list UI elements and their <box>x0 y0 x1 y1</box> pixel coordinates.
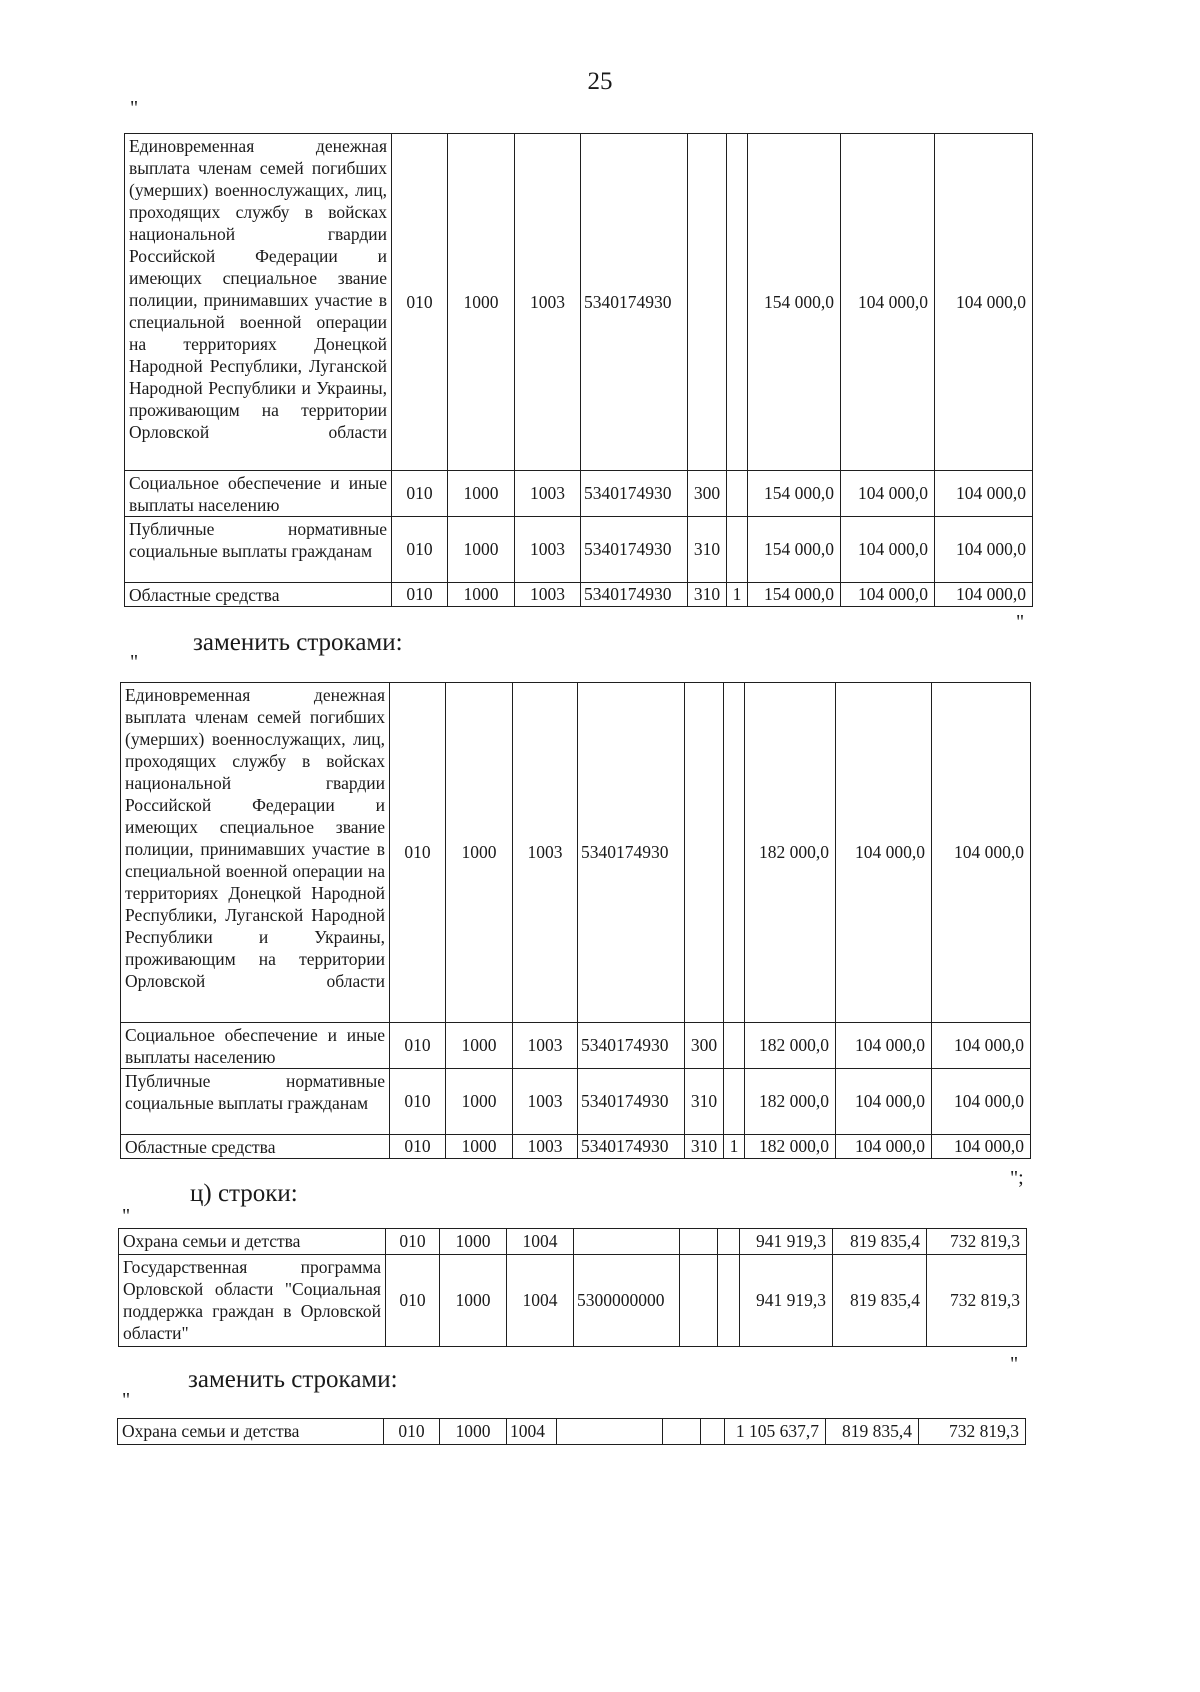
cell-target-article: 5340174930 <box>578 1135 685 1159</box>
cell-expense-type: 300 <box>688 471 727 517</box>
table-row <box>121 1023 1031 1069</box>
row-name: Публичные нормативные социальные выплаты гражданам <box>125 517 392 583</box>
page-number: 25 <box>587 68 613 95</box>
cell-razdel: 1000 <box>446 1069 513 1135</box>
cell-podrazdel: 1003 <box>515 471 581 517</box>
cell-podrazdel: 1004 <box>507 1255 574 1347</box>
cell-target-article: 5340174930 <box>581 583 688 607</box>
replace-heading: заменить строками: <box>193 629 403 656</box>
cell-year-1: 182 000,0 <box>745 1135 836 1159</box>
cell-razdel: 1000 <box>446 1135 513 1159</box>
cell-year-3: 104 000,0 <box>932 683 1031 1023</box>
cell-source <box>701 1419 725 1445</box>
opening-quote-mark: " <box>130 97 139 119</box>
cell-razdel: 1000 <box>448 134 515 471</box>
cell-year-3: 732 819,3 <box>919 1419 1026 1445</box>
opening-quote-mark: " <box>122 1389 131 1411</box>
cell-year-1: 154 000,0 <box>748 517 841 583</box>
cell-razdel: 1000 <box>448 517 515 583</box>
row-name: Единовременная денежная выплата членам семей погибших (умерших) военнослужащих, лиц, проходящих службу в войсках национальной гвардии Российской Федерации и имеющих специальное звание полиции, принимавших участие в специальной военной операции на территориях Донецкой Народной Республики, Луганской Народной Республики и Украины, проживающим на территории Орловской области <box>125 134 392 471</box>
cell-year-3: 104 000,0 <box>935 517 1033 583</box>
cell-razdel: 1000 <box>440 1419 507 1445</box>
cell-expense-type: 310 <box>685 1069 724 1135</box>
closing-quote-mark: "; <box>1010 1167 1024 1189</box>
cell-podrazdel: 1003 <box>513 1023 578 1069</box>
cell-year-2: 819 835,4 <box>833 1229 927 1255</box>
cell-podrazdel: 1004 <box>507 1419 557 1445</box>
table-row <box>119 1255 1027 1347</box>
cell-target-article <box>574 1229 680 1255</box>
cell-podrazdel: 1003 <box>515 583 581 607</box>
cell-source: 1 <box>727 583 748 607</box>
cell-glav: 010 <box>386 1255 440 1347</box>
cell-podrazdel: 1004 <box>507 1229 574 1255</box>
cell-year-2: 104 000,0 <box>836 1023 932 1069</box>
table-row <box>121 1135 1031 1159</box>
cell-glav: 010 <box>390 1023 446 1069</box>
cell-expense-type <box>680 1255 718 1347</box>
cell-year-1: 941 919,3 <box>740 1229 833 1255</box>
row-name: Областные средства <box>121 1135 390 1159</box>
cell-podrazdel: 1003 <box>513 683 578 1023</box>
cell-year-1: 182 000,0 <box>745 1069 836 1135</box>
cell-glav: 010 <box>390 683 446 1023</box>
closing-quote-mark: " <box>1016 611 1025 633</box>
cell-expense-type <box>663 1419 701 1445</box>
cell-source <box>724 683 745 1023</box>
cell-podrazdel: 1003 <box>513 1069 578 1135</box>
cell-year-1: 182 000,0 <box>745 1023 836 1069</box>
table-row <box>125 471 1033 517</box>
budget-table-replacement-1 <box>120 682 1031 1159</box>
cell-podrazdel: 1003 <box>515 517 581 583</box>
cell-year-3: 104 000,0 <box>935 583 1033 607</box>
cell-year-1: 941 919,3 <box>740 1255 833 1347</box>
cell-year-1: 1 105 637,7 <box>725 1419 826 1445</box>
cell-target-article <box>557 1419 663 1445</box>
cell-expense-type: 310 <box>688 517 727 583</box>
cell-source <box>718 1229 740 1255</box>
row-name: Социальное обеспечение и иные выплаты населению <box>121 1023 390 1069</box>
cell-year-3: 104 000,0 <box>935 471 1033 517</box>
cell-target-article: 5340174930 <box>578 1069 685 1135</box>
opening-quote-mark: " <box>122 1205 131 1227</box>
cell-year-2: 104 000,0 <box>841 471 935 517</box>
cell-year-3: 104 000,0 <box>932 1069 1031 1135</box>
table-row <box>121 1069 1031 1135</box>
cell-glav: 010 <box>390 1135 446 1159</box>
cell-year-2: 104 000,0 <box>841 583 935 607</box>
budget-table-replacement-2 <box>117 1418 1026 1445</box>
row-name: Областные средства <box>125 583 392 607</box>
cell-year-2: 104 000,0 <box>836 683 932 1023</box>
cell-target-article: 5340174930 <box>581 134 688 471</box>
cell-expense-type: 310 <box>685 1135 724 1159</box>
replace-heading: заменить строками: <box>188 1366 398 1393</box>
row-name: Публичные нормативные социальные выплаты гражданам <box>121 1069 390 1135</box>
cell-glav: 010 <box>384 1419 440 1445</box>
cell-podrazdel: 1003 <box>513 1135 578 1159</box>
cell-target-article: 5340174930 <box>578 683 685 1023</box>
closing-quote-mark: " <box>1010 1353 1019 1375</box>
cell-source <box>727 517 748 583</box>
cell-year-3: 104 000,0 <box>932 1135 1031 1159</box>
cell-year-2: 819 835,4 <box>833 1255 927 1347</box>
cell-year-1: 182 000,0 <box>745 683 836 1023</box>
cell-target-article: 5340174930 <box>581 471 688 517</box>
cell-expense-type: 300 <box>685 1023 724 1069</box>
cell-glav: 010 <box>392 471 448 517</box>
cell-year-3: 104 000,0 <box>932 1023 1031 1069</box>
cell-glav: 010 <box>386 1229 440 1255</box>
cell-expense-type: 310 <box>688 583 727 607</box>
cell-razdel: 1000 <box>446 1023 513 1069</box>
cell-year-2: 104 000,0 <box>836 1135 932 1159</box>
cell-podrazdel: 1003 <box>515 134 581 471</box>
budget-table-original-2 <box>118 1228 1027 1347</box>
cell-razdel: 1000 <box>448 471 515 517</box>
table-row <box>118 1419 1026 1445</box>
cell-year-1: 154 000,0 <box>748 134 841 471</box>
cell-year-1: 154 000,0 <box>748 471 841 517</box>
cell-glav: 010 <box>392 517 448 583</box>
cell-glav: 010 <box>392 134 448 471</box>
cell-razdel: 1000 <box>446 683 513 1023</box>
section-heading: ц) строки: <box>190 1180 298 1207</box>
cell-year-3: 732 819,3 <box>927 1229 1027 1255</box>
table-row <box>125 134 1033 471</box>
cell-year-2: 104 000,0 <box>841 134 935 471</box>
table-row <box>125 583 1033 607</box>
cell-expense-type <box>680 1229 718 1255</box>
row-name: Охрана семьи и детства <box>119 1229 386 1255</box>
row-name: Социальное обеспечение и иные выплаты населению <box>125 471 392 517</box>
cell-glav: 010 <box>390 1069 446 1135</box>
cell-expense-type <box>685 683 724 1023</box>
cell-razdel: 1000 <box>440 1229 507 1255</box>
cell-source <box>727 471 748 517</box>
cell-source <box>727 134 748 471</box>
row-name: Единовременная денежная выплата членам семей погибших (умерших) военнослужащих, лиц, проходящих службу в войсках национальной гвардии Российской Федерации и имеющих специальное звание полиции, принимавших участие в специальной военной операции на территориях Донецкой Народной Республики, Луганской Народной Республики и Украины, проживающим на территории Орловской области <box>121 683 390 1023</box>
table-row <box>121 683 1031 1023</box>
cell-year-3: 732 819,3 <box>927 1255 1027 1347</box>
cell-year-2: 104 000,0 <box>836 1069 932 1135</box>
cell-target-article: 5300000000 <box>574 1255 680 1347</box>
row-name: Государственная программа Орловской области "Социальная поддержка граждан в Орловской области" <box>119 1255 386 1347</box>
cell-year-2: 104 000,0 <box>841 517 935 583</box>
cell-target-article: 5340174930 <box>578 1023 685 1069</box>
cell-glav: 010 <box>392 583 448 607</box>
cell-source <box>718 1255 740 1347</box>
table-row <box>119 1229 1027 1255</box>
cell-source <box>724 1023 745 1069</box>
cell-razdel: 1000 <box>448 583 515 607</box>
cell-source <box>724 1069 745 1135</box>
cell-year-2: 819 835,4 <box>826 1419 919 1445</box>
cell-target-article: 5340174930 <box>581 517 688 583</box>
cell-year-3: 104 000,0 <box>935 134 1033 471</box>
budget-table-original-1 <box>124 133 1033 607</box>
row-name: Охрана семьи и детства <box>118 1419 384 1445</box>
cell-source: 1 <box>724 1135 745 1159</box>
cell-year-1: 154 000,0 <box>748 583 841 607</box>
cell-expense-type <box>688 134 727 471</box>
opening-quote-mark: " <box>130 651 139 673</box>
cell-razdel: 1000 <box>440 1255 507 1347</box>
table-row <box>125 517 1033 583</box>
